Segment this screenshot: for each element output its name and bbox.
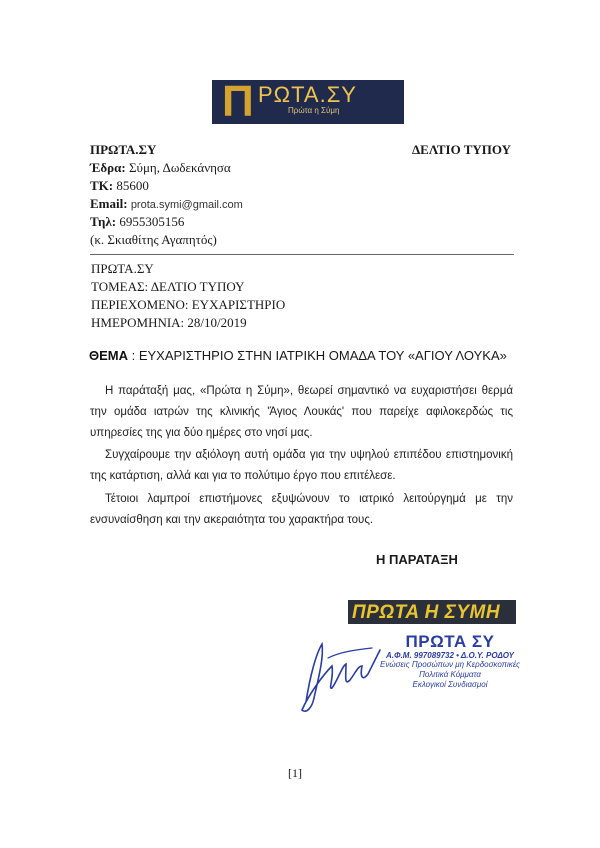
tk-value: 85600 xyxy=(116,178,149,193)
subject-line xyxy=(89,348,507,363)
subject-text: : ΕΥΧΑΡΙΣΤΗΡΙΟ ΣΤΗΝ ΙΑΤΡΙΚΗ ΟΜΑΔΑ ΤΟΥ «ΑΓΙΟΥ ΛΟΥΚΑ» xyxy=(128,348,507,363)
signoff: Η ΠΑΡΑΤΑΞΗ xyxy=(376,552,458,567)
stamp-line-2: Πολιτικά Κόμματα xyxy=(419,670,481,679)
stamp-afm: Α.Φ.Μ. 997089732 • Δ.Ο.Υ. ΡΟΔΟΥ xyxy=(386,651,514,660)
stamp-line-3: Εκλογικοί Συνδιασμοί xyxy=(412,680,488,689)
meta-date: ΗΜΕΡΟΜΗΝΙΑ: 28/10/2019 xyxy=(91,315,247,330)
stamp-banner-text: ΠΡΩΤΑ Η ΣΥΜΗ xyxy=(352,602,501,623)
seat-value: Σύμη, Δωδεκάνησα xyxy=(128,160,231,175)
meta-content: ΠΕΡΙΕΧΟΜΕΝΟ: ΕΥΧΑΡΙΣΤΗΡΙΟ xyxy=(91,297,286,312)
body-paragraph-2 xyxy=(90,445,513,487)
paragraph-2-text: Συγχαίρουμε την αξιόλογη αυτή ομάδα για την υψηλού επιπέδου επιστημονική της κατάρτιση, αλλά και για το πολύτιμο έργο που επιτέλεσε. xyxy=(90,449,513,482)
header-email xyxy=(90,195,243,214)
organization-logo xyxy=(212,77,404,126)
seat-label: Έδρα: xyxy=(90,160,126,175)
page-number: [1] xyxy=(288,766,302,780)
header-contact: (κ. Σκιαθίτης Αγαπητός) xyxy=(90,232,217,247)
paragraph-1-text: Η παράταξή μας, «Πρώτα η Σύμη», θεωρεί σημαντικό να ευχαριστήσει θερμά την ομάδα ιατρών της κλινικής 'Άγιος Λουκάς' που παρείχε αφιλοκερδώς τις υπηρεσίες της για δύο ημέρες στο νησί μας. xyxy=(90,385,513,439)
body-paragraph-3 xyxy=(90,489,513,531)
stamp-title: ΠΡΩΤΑ ΣΥ xyxy=(405,632,495,651)
logo-tagline: Πρώτα η Σύμη xyxy=(288,106,340,115)
meta-sector: ΤΟΜΕΑΣ: ΔΕΛΤΙΟ ΤΥΠΟΥ xyxy=(91,279,245,294)
header-phone xyxy=(90,213,184,231)
email-value[interactable]: prota.symi@gmail.com xyxy=(130,199,243,211)
stamp-banner xyxy=(348,600,516,624)
header-seat xyxy=(90,159,231,177)
tk-label: ΤΚ: xyxy=(90,178,114,193)
header-divider xyxy=(90,254,514,255)
meta-org: ΠΡΩΤΑ.ΣΥ xyxy=(91,261,154,276)
header-doc-type: ΔΕΛΤΙΟ ΤΥΠΟΥ xyxy=(412,142,512,157)
logo-name: ΡΩΤΑ.ΣΥ xyxy=(258,82,357,107)
subject-label: ΘΕΜΑ xyxy=(89,348,128,363)
email-label: Email: xyxy=(90,196,128,211)
body-paragraph-1 xyxy=(90,381,513,444)
phone-label: Τηλ: xyxy=(90,214,117,229)
official-stamp xyxy=(370,632,530,690)
header-tk xyxy=(90,177,149,195)
header-org: ΠΡΩΤΑ.ΣΥ xyxy=(90,142,157,157)
phone-value: 6955305156 xyxy=(119,214,185,229)
stamp-line-1: Ενώσεις Προσώπων μη Κερδοσκοπικές xyxy=(380,660,520,669)
logo-letter: Π xyxy=(222,77,254,126)
paragraph-3-text: Τέτοιοι λαμπροί επιστήμονες εξυψώνουν το ιατρικό λειτούργημά με την ενσυναίσθηση και την ακεραιότητα του χαρακτήρα τους. xyxy=(90,493,513,526)
